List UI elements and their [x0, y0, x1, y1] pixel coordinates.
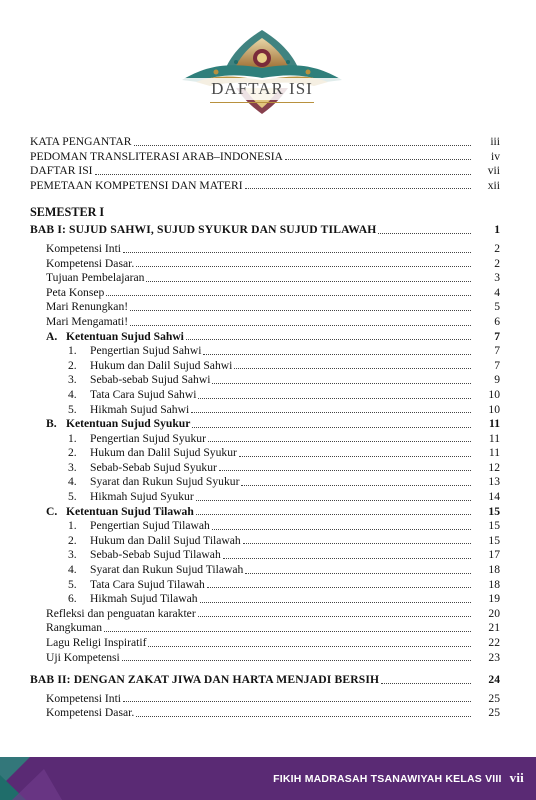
book-title: FIKIH MADRASAH TSANAWIYAH KELAS VIII	[273, 773, 502, 785]
toc-section-a[interactable]: A. Ketentuan Sujud Sahwi 7	[46, 329, 500, 343]
toc-subentry[interactable]: 1. Pengertian Sujud Sahwi 7	[68, 344, 500, 358]
toc-entry[interactable]: Tujuan Pembelajaran 3	[46, 271, 500, 285]
page-title: DAFTAR ISI	[176, 78, 348, 100]
toc-subentry[interactable]: 1. Pengertian Sujud Syukur 11	[68, 431, 500, 445]
toc-entry[interactable]: Peta Konsep 4	[46, 285, 500, 299]
toc-subentry[interactable]: 3. Sebab-Sebab Sujud Tilawah 17	[68, 548, 500, 562]
toc-entry-pemetaan[interactable]: PEMETAAN KOMPETENSI DAN MATERI xii	[30, 178, 500, 192]
toc-entry-kata-pengantar[interactable]: KATA PENGANTAR iii	[30, 135, 500, 148]
toc-entry[interactable]: Rangkuman 21	[46, 621, 500, 635]
toc-subentry[interactable]: 4. Syarat dan Rukun Sujud Syukur 13	[68, 475, 500, 489]
toc-section-b[interactable]: B. Ketentuan Sujud Syukur 11	[46, 417, 500, 431]
toc-subentry[interactable]: 3. Sebab-sebab Sujud Sahwi 9	[68, 373, 500, 387]
toc-entry[interactable]: Mari Mengamati! 6	[46, 314, 500, 328]
corner-decoration-icon	[0, 757, 70, 800]
toc-chapter-1[interactable]: BAB I: SUJUD SAHWI, SUJUD SYUKUR DAN SUJUD TILAWAH 1	[30, 223, 500, 237]
toc-subentry[interactable]: 5. Hikmah Sujud Sahwi 10	[68, 402, 500, 416]
toc-entry[interactable]: Kompetensi Inti 2	[46, 241, 500, 255]
toc-subentry[interactable]: 2. Hukum dan Dalil Sujud Sahwi 7	[68, 358, 500, 372]
table-of-contents	[30, 135, 500, 721]
page-number: vii	[509, 770, 524, 785]
toc-chapter-2[interactable]: BAB II: DENGAN ZAKAT JIWA DAN HARTA MENJADI BERSIH 24	[30, 673, 500, 687]
toc-subentry[interactable]: 5. Tata Cara Sujud Tilawah 18	[68, 577, 500, 591]
toc-entry[interactable]: Refleksi dan penguatan karakter 20	[46, 606, 500, 620]
toc-entry-daftar-isi[interactable]: DAFTAR ISI vii	[30, 164, 500, 178]
toc-subentry[interactable]: 6. Hikmah Sujud Tilawah 19	[68, 592, 500, 606]
toc-subentry[interactable]: 4. Tata Cara Sujud Sahwi 10	[68, 387, 500, 401]
toc-entry[interactable]: Kompetensi Inti 25	[46, 691, 500, 705]
toc-subentry[interactable]: 2. Hukum dan Dalil Sujud Tilawah 15	[68, 533, 500, 547]
toc-entry-pedoman[interactable]: PEDOMAN TRANSLITERASI ARAB–INDONESIA iv	[30, 149, 500, 163]
toc-subentry[interactable]: 1. Pengertian Sujud Tilawah 15	[68, 519, 500, 533]
toc-entry[interactable]: Mari Renungkan! 5	[46, 300, 500, 314]
toc-entry[interactable]: Kompetensi Dasar. 2	[46, 256, 500, 270]
toc-entry[interactable]: Lagu Religi Inspiratif 22	[46, 636, 500, 649]
toc-entry[interactable]: Uji Kompetensi 23	[46, 650, 500, 664]
page-footer	[0, 757, 536, 800]
arabesque-ornament-icon	[176, 22, 348, 122]
toc-subentry[interactable]: 5. Hikmah Sujud Syukur 14	[68, 490, 500, 504]
title-underline	[210, 102, 314, 103]
toc-subentry[interactable]: 2. Hukum dan Dalil Sujud Syukur 11	[68, 446, 500, 460]
semester-heading: SEMESTER I	[30, 205, 105, 220]
toc-subentry[interactable]: 3. Sebab-Sebab Sujud Syukur 12	[68, 460, 500, 474]
toc-section-c[interactable]: C. Ketentuan Sujud Tilawah 15	[46, 504, 500, 518]
header-ornament	[176, 22, 348, 122]
toc-entry[interactable]: Kompetensi Dasar. 25	[46, 706, 500, 720]
toc-subentry[interactable]: 4. Syarat dan Rukun Sujud Tilawah 18	[68, 563, 500, 577]
